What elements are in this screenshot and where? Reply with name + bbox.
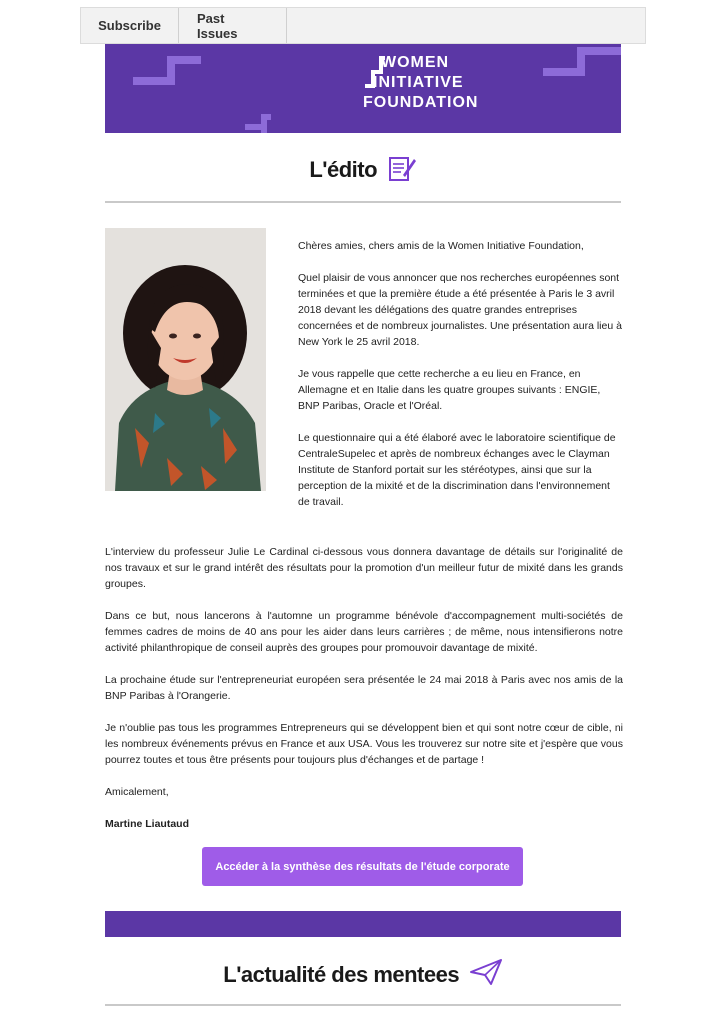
section-band bbox=[105, 911, 621, 937]
news-title: L'actualité des mentees bbox=[223, 962, 460, 987]
edito-body bbox=[105, 544, 623, 832]
edito-title: L'édito bbox=[309, 157, 378, 182]
study-results-button[interactable]: Accéder à la synthèse des résultats de l'étude corporate bbox=[202, 847, 523, 886]
intro-paragraph: Chères amies, chers amis de la Women Initiative Foundation, bbox=[298, 240, 584, 252]
subscribe-link[interactable]: Subscribe bbox=[81, 8, 179, 43]
section-divider bbox=[105, 201, 621, 203]
logo-line-1: WOMEN bbox=[381, 54, 450, 71]
body-paragraph: Dans ce but, nous lancerons à l'automne un programme bénévole d'accompagnement multi-sociétés de femmes cadres de moins de 40 ans pour les aider dans leurs carrières ; de même, nous intensifierons notre activité philanthropique de conseil auprès des groupes pour promouvoir davantage de mixité. bbox=[105, 610, 623, 654]
body-paragraph: La prochaine étude sur l'entrepreneuriat européen sera présentée le 24 mai 2018 à Paris avec nos amis de la BNP Paribas à l'Orangerie. bbox=[105, 674, 623, 702]
top-nav bbox=[80, 7, 646, 44]
stair-decoration bbox=[105, 935, 115, 937]
portrait-illustration bbox=[105, 228, 266, 491]
body-paragraph: Amicalement, bbox=[105, 786, 169, 798]
intro-paragraph: Le questionnaire qui a été élaboré avec le laboratoire scientifique de CentraleSupelec et après de nombreux échanges avec le Clayman Institute de Stanford portait sur les stéréotypes, ainsi que sur la perception de la mixité et de la discrimination dans l'environnement de travail. bbox=[298, 432, 616, 508]
intro-paragraph: Quel plaisir de vous annoncer que nos recherches européennes sont terminées et que la première étude a été présentée à Paris le 3 avril 2018 devant les délégations des quatre grandes entreprises concernées et de nombreux journalistes. Une présentation aura lieu à New York le 25 avril 2018. bbox=[298, 272, 622, 348]
stair-decoration bbox=[167, 56, 201, 64]
portrait-photo bbox=[105, 228, 266, 491]
header-banner bbox=[105, 44, 621, 133]
notepad-pencil-icon bbox=[387, 153, 417, 183]
edito-heading bbox=[105, 153, 621, 183]
logo-line-2: INITIATIVE bbox=[373, 74, 464, 91]
stair-decoration bbox=[577, 47, 621, 55]
edito-intro bbox=[298, 238, 623, 526]
body-paragraph: L'interview du professeur Julie Le Cardinal ci-dessous vous donnera davantage de détails sur l'originalité de nos travaux et sur le grand intérêt des résultats pour la promotion d'un meilleur futur de mixité dans les grands groupes. bbox=[105, 546, 623, 590]
intro-paragraph: Je vous rappelle que cette recherche a eu lieu en France, en Allemagne et en Italie dans les quatre groupes suivants : ENGIE, BNP Paribas, Oracle et l'Oréal. bbox=[298, 368, 601, 412]
past-issues-link[interactable]: Past Issues bbox=[179, 8, 287, 43]
paper-plane-icon bbox=[469, 958, 503, 986]
signature: Martine Liautaud bbox=[105, 818, 190, 830]
section-divider bbox=[105, 1004, 621, 1006]
news-heading bbox=[105, 958, 621, 988]
logo-line-3: FOUNDATION bbox=[363, 94, 479, 111]
foundation-logo bbox=[363, 50, 503, 116]
stair-decoration bbox=[261, 114, 271, 120]
body-paragraph: Je n'oublie pas tous les programmes Entrepreneurs qui se développent bien et qui sont notre cœur de cible, ni les nombreux événements prévus en France et aux USA. Vous les trouverez sur notre site et j'espère que vous pourrez toutes et tous être présents pour toujours plus d'échanges et de partage ! bbox=[105, 722, 623, 766]
stair-decoration bbox=[105, 917, 111, 935]
